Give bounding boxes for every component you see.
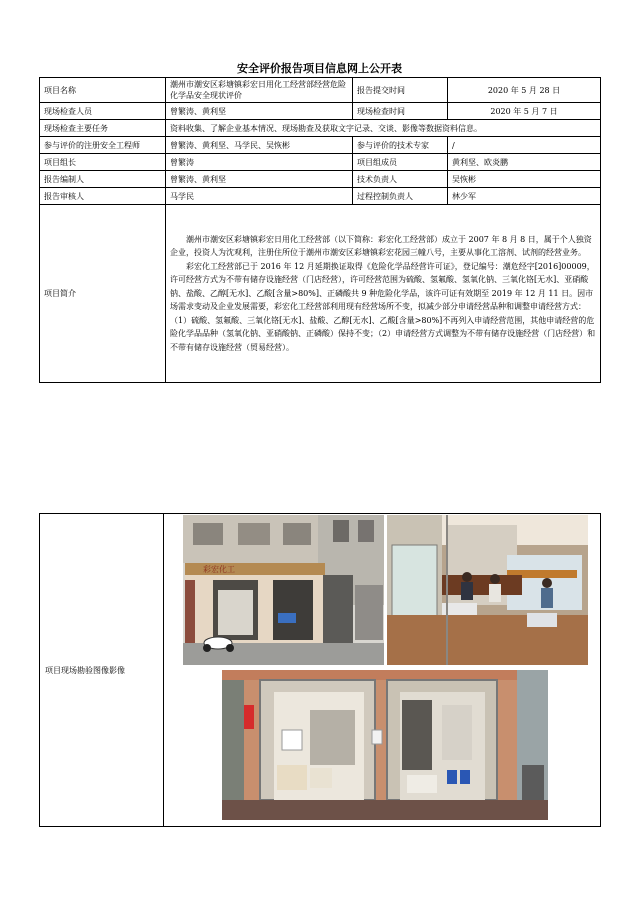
- members-value: 黄利坚、欧炎鹏: [448, 154, 601, 171]
- project-name-label: 项目名称: [40, 78, 166, 103]
- shopfront-photo-image: [222, 670, 548, 820]
- process-lead-label: 过程控制负责人: [353, 188, 448, 205]
- submit-time-label: 报告提交时间: [353, 78, 448, 103]
- tasks-label: 现场检查主要任务: [40, 120, 166, 137]
- photos-label: 项目现场勘验图像影像: [40, 514, 164, 827]
- members-label: 项目组成员: [353, 154, 448, 171]
- page-title: 安全评价报告项目信息网上公开表: [237, 62, 402, 75]
- interior-photo-image: [387, 515, 588, 665]
- process-lead-value: 林少军: [448, 188, 601, 205]
- tech-lead-label: 技术负责人: [353, 171, 448, 188]
- inspect-time-value: 2020 年 5 月 7 日: [448, 103, 601, 120]
- leader-value: 曾繁涛: [166, 154, 353, 171]
- intro-value: [166, 205, 601, 383]
- intro-paragraph-1: 潮州市潮安区彩塘镇彩宏日用化工经营部（以下简称：彩宏化工经营部）成立于 2007 年 8 月 8 日，属于个人独资企业，投资人为沈观利，注册住所位于潮州市潮安区彩塘镇彩宏花园三幢八号，主要从事化工溶剂、试剂的经营业务。: [170, 234, 592, 258]
- shopfront-photo: [222, 670, 548, 820]
- reviewer-value: 马学民: [166, 188, 353, 205]
- storefront-photo: [183, 515, 384, 665]
- reviewer-label: 报告审核人: [40, 188, 166, 205]
- project-name-value: 潮州市潮安区彩塘镇彩宏日用化工经营部经营危险化学品安全现状评价: [166, 78, 353, 103]
- tech-lead-value: 吴恢彬: [448, 171, 601, 188]
- compiler-value: 曾繁涛、黄利坚: [166, 171, 353, 188]
- inspectors-value: 曾繁涛、黄利坚: [166, 103, 353, 120]
- tech-experts-value: /: [448, 137, 601, 154]
- info-table: [39, 77, 601, 383]
- leader-label: 项目组长: [40, 154, 166, 171]
- inspectors-label: 现场检查人员: [40, 103, 166, 120]
- intro-label: 项目简介: [40, 205, 166, 383]
- engineers-value: 曾繁涛、黄利坚、马学民、吴恢彬: [166, 137, 353, 154]
- inspect-time-label: 现场检查时间: [353, 103, 448, 120]
- compiler-label: 报告编制人: [40, 171, 166, 188]
- storefront-sign-text: 彩宏化工: [203, 565, 235, 574]
- submit-time-value: 2020 年 5 月 28 日: [448, 78, 601, 103]
- tasks-value: 资料收集、了解企业基本情况、现场勘查及获取文字记录、交谈、影像等数据资料信息。: [166, 120, 601, 137]
- intro-paragraph-2: 彩宏化工经营部已于 2016 年 12 月延期换证取得《危险化学品经营许可证》，登记编号：潮危经字[2016]00009，许可经营方式为不带有储存设施经营（门店经营），许可经营范围为硫酸、氢氟酸、氢氧化钠、三氧化铬[无水]、亚硝酸钠、盐酸、乙醇[无水]、乙酸[含量>80%]、正磷酸共 9 种危险化学品，该许可证有效期至 2019 年 12 月 11 日。因市场需求变动及企业发展需要，彩宏化工经营部利用现有经营场所不变，拟减少部分申请经营品种和调整申请经营方式：（1）硫酸、氢氟酸、三氧化铬[无水]、盐酸、乙醇[无水]、乙酸[含量>80%]不再列入申请经营范围，其他申请经营的危险化学品品种（氢氧化钠、亚硝酸钠、正磷酸）保持不变；（2）申请经营方式调整为不带有储存设施经营（门店经营）和不带有储存设施经营（贸易经营）。: [170, 261, 596, 352]
- tech-experts-label: 参与评价的技术专家: [353, 137, 448, 154]
- engineers-label: 参与评价的注册安全工程师: [40, 137, 166, 154]
- storefront-photo-image: [183, 515, 384, 665]
- interior-photo: [387, 515, 588, 665]
